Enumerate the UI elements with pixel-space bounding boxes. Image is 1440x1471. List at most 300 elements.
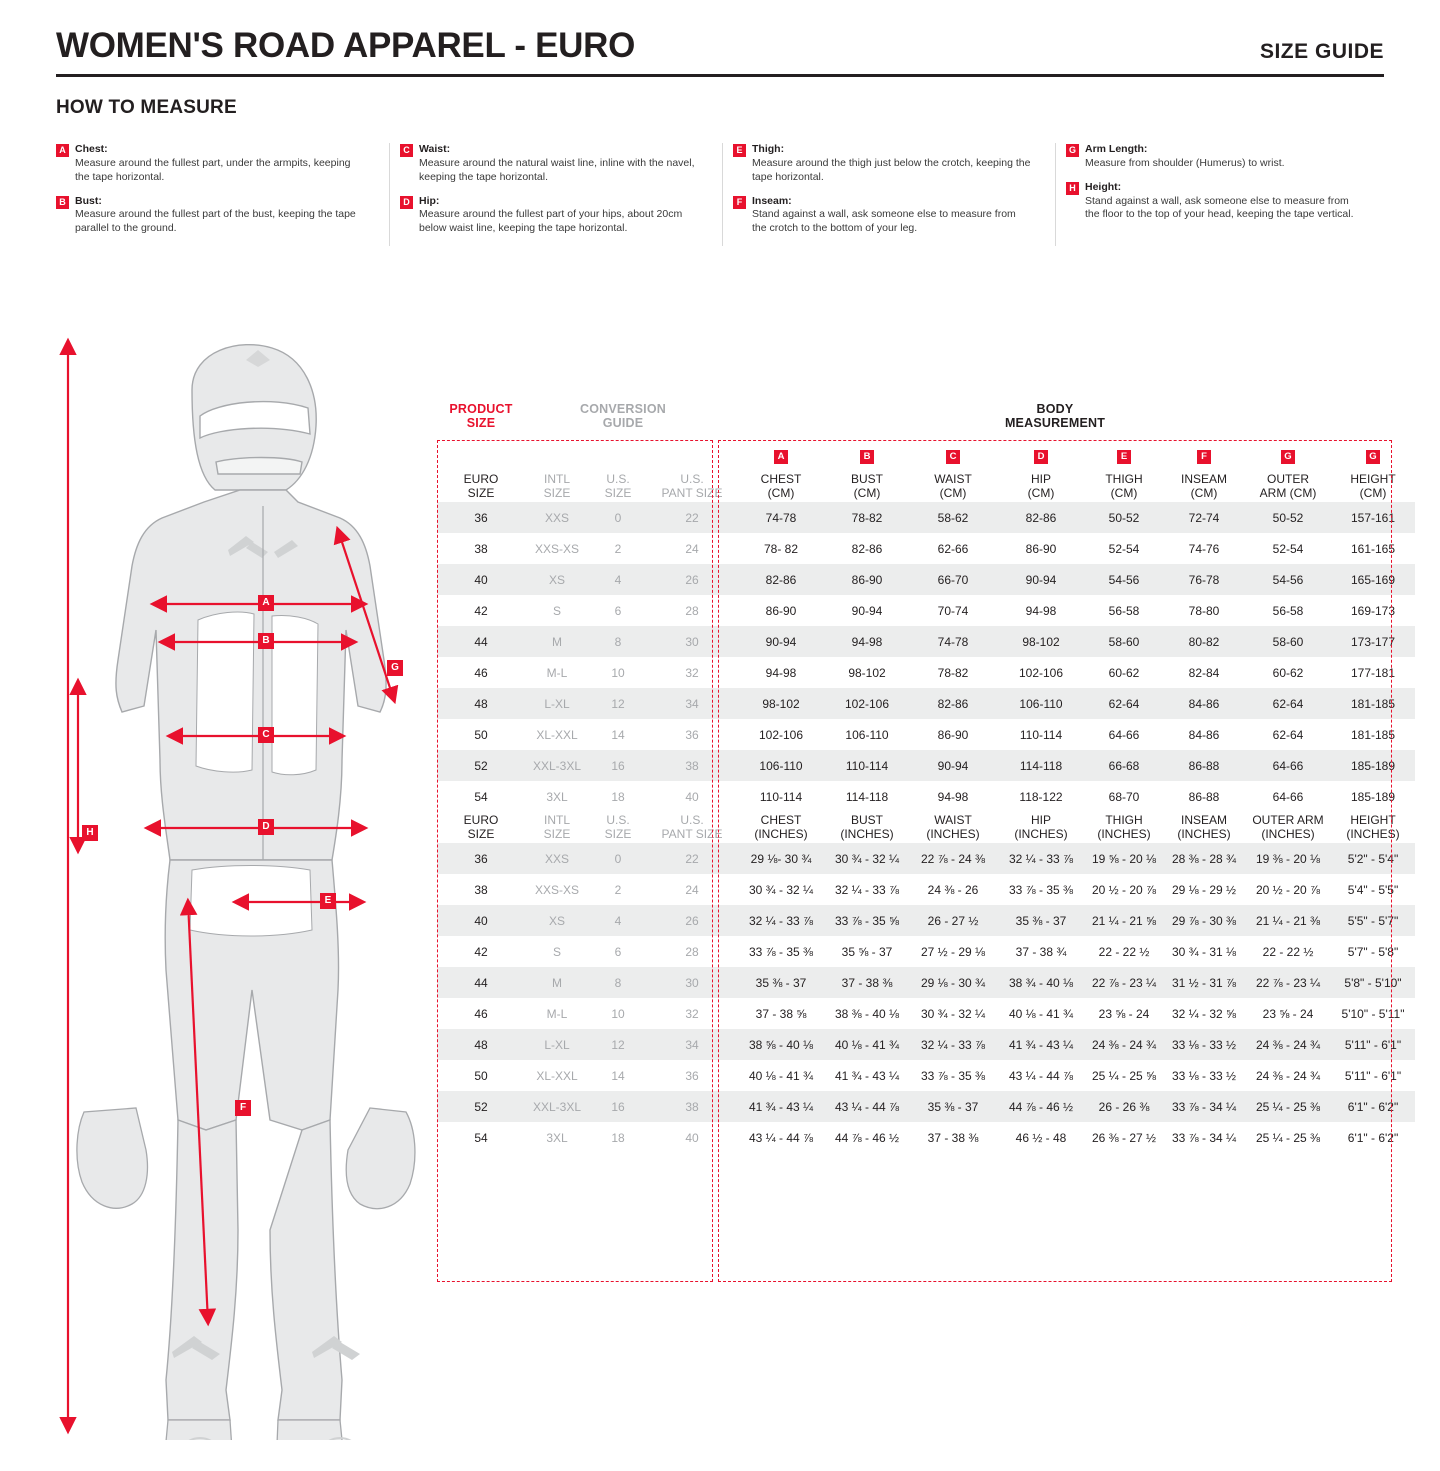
table-cell: 102-106 <box>1018 665 1064 680</box>
size-table-section <box>437 396 1405 1153</box>
table-cell: 98-102 <box>737 688 825 719</box>
table-cell: 22 - 22 ½ <box>1098 944 1150 959</box>
table-cell: 110-114 <box>825 750 909 781</box>
table-cell: 3XL <box>546 789 568 804</box>
cell-euro-size: 42 <box>474 944 488 959</box>
how-to-item-text: Measure from shoulder (Humerus) to wrist. <box>1085 156 1285 169</box>
how-to-item-title: Chest: <box>75 143 108 155</box>
table-cell: 38 ⅝ - 40 ⅛ <box>737 1029 825 1060</box>
column-header: U.S. SIZE <box>604 472 632 500</box>
column-header: INTL SIZE <box>543 472 571 500</box>
table-cell: 29 ⅛- 30 ¾ <box>737 843 825 874</box>
table-cell: 32 ¼ - 33 ⅞ <box>909 1029 997 1060</box>
column-header: INSEAM (CM) <box>1180 472 1227 500</box>
figure-marker-c: C <box>258 727 274 743</box>
table-cell: 23 ⅝ - 24 <box>1262 1006 1314 1021</box>
cell-euro-size: 40 <box>437 905 525 936</box>
table-cell: 2 <box>614 541 622 556</box>
table-cell: 32 <box>685 1006 699 1021</box>
how-to-item-title: Height: <box>1085 180 1122 193</box>
table-header-inches <box>437 812 1415 843</box>
how-to-item-text: Stand against a wall, ask someone else to measure from the crotch to the bottom of your leg. <box>752 208 1016 235</box>
how-to-item-title: Arm Length: <box>1085 143 1148 155</box>
col-letter-a: A <box>737 440 825 471</box>
cell-euro-size: 48 <box>437 688 525 719</box>
table-body-cm <box>437 502 1415 812</box>
header-row <box>56 26 1384 77</box>
table-cell: 33 ⅛ - 33 ½ <box>1171 1068 1237 1083</box>
how-to-item-text: Measure around the fullest part, under the armpits, keeping the tape horizontal. <box>75 156 351 183</box>
table-cell: 70-74 <box>937 603 969 618</box>
letter-badge-b: B <box>56 196 69 209</box>
table-cell: 14 <box>611 727 625 742</box>
table-cell: 22 ⅞ - 23 ¼ <box>1245 967 1331 998</box>
table-cell: 185-189 <box>1350 789 1396 804</box>
column-header: BUST (CM) <box>850 472 883 500</box>
letter-badge-h: H <box>1066 182 1079 195</box>
cell-euro-size: 50 <box>474 1068 488 1083</box>
table-cell: 38 ¾ - 40 ⅛ <box>997 967 1085 998</box>
table-cell: 0 <box>589 843 647 874</box>
figure-marker-b: B <box>258 633 274 649</box>
table-cell: 165-169 <box>1331 564 1415 595</box>
table-cell: 60-62 <box>1108 665 1140 680</box>
table-cell: 24 ⅜ - 24 ¾ <box>1085 1029 1163 1060</box>
table-cell: 38 <box>647 1091 737 1122</box>
table-cell: 82-84 <box>1188 665 1220 680</box>
table-cell: 36 <box>685 1068 699 1083</box>
how-to-item-text: Measure around the fullest part of your hips, about 20cm below waist line, keeping the tape horizontal. <box>419 208 683 235</box>
table-cell: 12 <box>589 1029 647 1060</box>
col-letter-c: C <box>909 440 997 471</box>
how-to-item-text: Measure around the thigh just below the crotch, keeping the tape horizontal. <box>752 156 1031 183</box>
table-cell: 114-118 <box>997 750 1085 781</box>
table-cell: 169-173 <box>1350 603 1396 618</box>
table-body-inches <box>437 843 1415 1153</box>
table-cell: 37 - 38 ⅜ <box>927 1130 979 1145</box>
table-cell: 33 ⅞ - 35 ⅜ <box>920 1068 986 1083</box>
table-cell: 50-52 <box>1245 502 1331 533</box>
table-cell: 64-66 <box>1108 727 1140 742</box>
cell-euro-size: 52 <box>437 750 525 781</box>
table-cell: 3XL <box>546 1130 568 1145</box>
table-cell: 33 ⅞ - 35 ⅜ <box>1008 882 1074 897</box>
table-cell: 41 ¾ - 43 ¼ <box>997 1029 1085 1060</box>
letter-badge-d: D <box>400 196 413 209</box>
cell-euro-size: 38 <box>474 541 488 556</box>
table-row <box>437 843 1415 874</box>
column-header: WAIST (INCHES) <box>926 813 980 841</box>
table-cell: 41 ¾ - 43 ¼ <box>737 1091 825 1122</box>
table-cell: 26 ⅜ - 27 ½ <box>1091 1130 1157 1145</box>
table-cell: 16 <box>589 1091 647 1122</box>
table-cell: 28 ⅜ - 28 ¾ <box>1163 843 1245 874</box>
how-to-item-title: Hip: <box>419 194 440 207</box>
table-cell: 78-82 <box>937 665 969 680</box>
table-row <box>437 874 1415 905</box>
table-cell: 68-70 <box>1108 789 1140 804</box>
table-row <box>437 750 1415 781</box>
table-cell: 6 <box>614 944 622 959</box>
table-cell: 161-165 <box>1350 541 1396 556</box>
table-cell: 19 ⅝ - 20 ⅛ <box>1085 843 1163 874</box>
how-to-item-text: Measure around the fullest part of the bust, keeping the tape parallel to the ground. <box>75 208 356 235</box>
table-cell: 76-78 <box>1163 564 1245 595</box>
table-cell: 26 <box>647 905 737 936</box>
table-cell: 21 ¼ - 21 ⅜ <box>1245 905 1331 936</box>
table-cell: 29 ⅛ - 30 ¾ <box>909 967 997 998</box>
column-header: U.S. PANT SIZE <box>661 472 723 500</box>
table-cell: 78-80 <box>1188 603 1220 618</box>
table-cell: 4 <box>589 564 647 595</box>
table-cell: 24 <box>685 541 699 556</box>
table-cell: 35 ⅜ - 37 <box>909 1091 997 1122</box>
cell-euro-size: 46 <box>474 665 488 680</box>
letter-badge-row <box>437 440 1415 471</box>
table-cell: 106-110 <box>737 750 825 781</box>
table-row <box>437 998 1415 1029</box>
table-cell: 157-161 <box>1331 502 1415 533</box>
table-cell: XS <box>525 564 589 595</box>
page-header <box>56 26 1384 119</box>
table-cell: 16 <box>589 750 647 781</box>
table-cell: 181-185 <box>1350 727 1396 742</box>
table-cell: 20 ½ - 20 ⅞ <box>1091 882 1157 897</box>
table-cell: XXS-XS <box>534 541 579 556</box>
table-cell: 34 <box>647 688 737 719</box>
table-cell: 30 <box>647 967 737 998</box>
table-row <box>437 781 1415 812</box>
table-cell: 25 ¼ - 25 ⅝ <box>1091 1068 1157 1083</box>
table-cell: 5'5" - 5'7" <box>1331 905 1415 936</box>
figure-marker-f: F <box>235 1100 251 1116</box>
letter-badge-e: E <box>733 144 746 157</box>
cell-euro-size: 36 <box>437 843 525 874</box>
table-cell: 46 ½ - 48 <box>1015 1130 1067 1145</box>
table-cell: 24 ⅜ - 24 ¾ <box>1255 1068 1321 1083</box>
table-cell: 90-94 <box>851 603 883 618</box>
table-cell: 40 ⅛ - 41 ¾ <box>1008 1006 1074 1021</box>
figure-marker-h: H <box>82 825 98 841</box>
table-cell: M-L <box>546 1006 568 1021</box>
table-cell: 41 ¾ - 43 ¼ <box>834 1068 900 1083</box>
table-cell: M-L <box>546 665 568 680</box>
measurement-figure <box>40 330 440 1440</box>
cell-euro-size: 36 <box>437 502 525 533</box>
column-header: HIP (INCHES) <box>1014 813 1068 841</box>
table-cell: 37 - 38 ⅜ <box>825 967 909 998</box>
table-cell: 82-86 <box>851 541 883 556</box>
table-row <box>437 533 1415 564</box>
column-header: U.S. PANT SIZE <box>661 813 723 841</box>
table-cell: 35 ⅜ - 37 <box>997 905 1085 936</box>
table-cell: 40 ⅛ - 41 ¾ <box>825 1029 909 1060</box>
table-row <box>437 564 1415 595</box>
table-cell: XXL-3XL <box>525 1091 589 1122</box>
table-cell: 110-114 <box>759 789 803 804</box>
how-to-column-2 <box>389 143 722 246</box>
column-header: CHEST (CM) <box>760 472 802 500</box>
table-cell: S <box>552 603 561 618</box>
size-guide-label: SIZE GUIDE <box>1259 40 1384 63</box>
how-to-column-1 <box>56 143 389 246</box>
table-cell: 6'1" - 6'2" <box>1347 1130 1399 1145</box>
table-cell: 30 <box>647 626 737 657</box>
cell-euro-size: 54 <box>474 789 488 804</box>
how-to-measure-title: HOW TO MEASURE <box>56 97 237 118</box>
table-cell: XL-XXL <box>536 727 578 742</box>
rider-illustration <box>40 330 440 1440</box>
table-cell: XXS <box>525 502 589 533</box>
table-cell: 24 ⅜ - 24 ¾ <box>1245 1029 1331 1060</box>
table-cell: 84-86 <box>1188 727 1220 742</box>
table-cell: 40 <box>685 789 699 804</box>
table-row <box>437 502 1415 533</box>
table-cell: 56-58 <box>1108 603 1140 618</box>
table-cell: 18 <box>611 789 625 804</box>
column-header: HIP (CM) <box>1027 472 1055 500</box>
how-to-item <box>56 195 367 237</box>
table-cell: 25 ¼ - 25 ⅜ <box>1255 1130 1321 1145</box>
table-cell: 86-88 <box>1163 750 1245 781</box>
table-cell: 82-86 <box>997 502 1085 533</box>
column-header: U.S. SIZE <box>604 813 632 841</box>
how-to-item <box>400 195 700 237</box>
table-cell: 28 <box>685 944 699 959</box>
how-to-measure-section <box>56 143 1388 246</box>
table-cell: 32 ¼ - 33 ⅞ <box>737 905 825 936</box>
table-cell: 62-64 <box>1085 688 1163 719</box>
cell-euro-size: 42 <box>474 603 488 618</box>
figure-marker-d: D <box>258 819 274 835</box>
table-cell: 102-106 <box>825 688 909 719</box>
table-cell: 10 <box>611 665 625 680</box>
column-header: THIGH (INCHES) <box>1097 813 1151 841</box>
table-cell: 94-98 <box>825 626 909 657</box>
table-cell: 36 <box>685 727 699 742</box>
table-cell: M <box>525 967 589 998</box>
how-to-column-3 <box>722 143 1055 246</box>
table-cell: L-XL <box>525 1029 589 1060</box>
table-cell: 5'8" - 5'10" <box>1331 967 1415 998</box>
table-cell: XXL-3XL <box>525 750 589 781</box>
table-cell: 74-78 <box>737 502 825 533</box>
how-to-item-title: Bust: <box>75 194 102 207</box>
column-header: HEIGHT (INCHES) <box>1346 813 1400 841</box>
table-cell: 181-185 <box>1331 688 1415 719</box>
table-cell: XXS-XS <box>534 882 579 897</box>
table-cell: 37 - 38 ¾ <box>1015 944 1067 959</box>
table-cell: 24 <box>685 882 699 897</box>
table-cell: 5'2" - 5'4" <box>1331 843 1415 874</box>
table-cell: 5'11" - 6'1" <box>1344 1068 1402 1083</box>
table-cell: 44 ⅞ - 46 ½ <box>997 1091 1085 1122</box>
table-cell: 32 ¼ - 33 ⅞ <box>834 882 900 897</box>
how-to-item <box>1066 143 1366 171</box>
table-cell: 33 ⅞ - 34 ¼ <box>1163 1091 1245 1122</box>
table-cell: 86-88 <box>1188 789 1220 804</box>
table-cell: 54-56 <box>1245 564 1331 595</box>
table-cell: 66-68 <box>1085 750 1163 781</box>
table-cell: 10 <box>611 1006 625 1021</box>
cell-euro-size: 54 <box>474 1130 488 1145</box>
table-cell: XL-XXL <box>536 1068 578 1083</box>
table-cell: 50-52 <box>1085 502 1163 533</box>
how-to-item <box>733 143 1033 185</box>
table-cell: 58-62 <box>909 502 997 533</box>
column-header: CHEST (INCHES) <box>754 813 808 841</box>
table-cell: 32 <box>685 665 699 680</box>
col-letter-e: E <box>1085 440 1163 471</box>
group-product-size: PRODUCT SIZE <box>449 402 513 431</box>
table-cell: M <box>525 626 589 657</box>
col-letter-b: B <box>825 440 909 471</box>
table-cell: 30 ¾ - 31 ⅛ <box>1171 944 1237 959</box>
table-cell: 33 ⅞ - 35 ⅜ <box>748 944 814 959</box>
table-cell: 62-66 <box>937 541 969 556</box>
table-cell: 62-64 <box>1272 727 1304 742</box>
table-cell: 94-98 <box>937 789 969 804</box>
column-header: THIGH (CM) <box>1105 472 1143 500</box>
cell-euro-size: 48 <box>437 1029 525 1060</box>
table-cell: 22 ⅞ - 23 ¼ <box>1085 967 1163 998</box>
col-letter-g2: G <box>1331 440 1415 471</box>
table-cell: 118-122 <box>1019 789 1063 804</box>
table-cell: 24 ⅜ - 26 <box>927 882 979 897</box>
how-to-item <box>400 143 700 185</box>
column-header: OUTER ARM (INCHES) <box>1252 813 1324 841</box>
table-cell: 8 <box>589 626 647 657</box>
table-cell: 43 ¼ - 44 ⅞ <box>748 1130 814 1145</box>
table-cell: 52-54 <box>1272 541 1304 556</box>
table-cell: 58-60 <box>1245 626 1331 657</box>
table-row <box>437 719 1415 750</box>
table-row <box>437 595 1415 626</box>
col-letter-g1: G <box>1245 440 1331 471</box>
how-to-item-title: Inseam: <box>752 194 792 207</box>
table-cell: 14 <box>611 1068 625 1083</box>
table-cell: 185-189 <box>1331 750 1415 781</box>
cell-euro-size: 50 <box>474 727 488 742</box>
table-cell: 33 ⅞ - 35 ⅝ <box>825 905 909 936</box>
table-cell: 2 <box>614 882 622 897</box>
table-cell: 28 <box>685 603 699 618</box>
table-cell: 56-58 <box>1272 603 1304 618</box>
group-body-measurement: BODY MEASUREMENT <box>1004 402 1106 431</box>
table-cell: 66-70 <box>909 564 997 595</box>
table-cell: 22 ⅞ - 24 ⅜ <box>909 843 997 874</box>
table-cell: 38 <box>647 750 737 781</box>
table-cell: 31 ½ - 31 ⅞ <box>1163 967 1245 998</box>
table-cell: 0 <box>589 502 647 533</box>
table-cell: 43 ¼ - 44 ⅞ <box>1008 1068 1074 1083</box>
table-row <box>437 1029 1415 1060</box>
table-cell: 25 ¼ - 25 ⅜ <box>1245 1091 1331 1122</box>
table-cell: 98-102 <box>997 626 1085 657</box>
table-cell: 86-90 <box>825 564 909 595</box>
table-cell: 38 ⅜ - 40 ⅛ <box>834 1006 900 1021</box>
table-cell: 106-110 <box>845 727 889 742</box>
table-cell: 35 ⅝ - 37 <box>841 944 893 959</box>
table-cell: 29 ⅛ - 29 ½ <box>1171 882 1237 897</box>
column-header: BUST (INCHES) <box>840 813 894 841</box>
table-cell: 86-90 <box>937 727 969 742</box>
table-cell: 173-177 <box>1331 626 1415 657</box>
letter-badge-a: A <box>56 144 69 157</box>
figure-marker-e: E <box>320 893 336 909</box>
group-conversion-guide: CONVERSION GUIDE <box>579 402 667 431</box>
table-header-cm <box>437 471 1415 502</box>
table-cell: 8 <box>589 967 647 998</box>
table-cell: 30 ¾ - 32 ¼ <box>920 1006 986 1021</box>
table-cell: 29 ⅞ - 30 ⅜ <box>1163 905 1245 936</box>
column-header: OUTER ARM (CM) <box>1259 472 1317 500</box>
cell-euro-size: 40 <box>437 564 525 595</box>
table-cell: 26 - 26 ⅜ <box>1085 1091 1163 1122</box>
letter-badge-g: G <box>1066 144 1079 157</box>
table-cell: 74-78 <box>909 626 997 657</box>
table-row <box>437 1122 1415 1153</box>
table-cell: 82-86 <box>737 564 825 595</box>
table-cell: 90-94 <box>997 564 1085 595</box>
table-cell: 62-64 <box>1245 688 1331 719</box>
table-cell: 94-98 <box>765 665 797 680</box>
column-header: EURO SIZE <box>463 813 499 841</box>
table-cell: XXS <box>525 843 589 874</box>
table-cell: 6 <box>614 603 622 618</box>
letter-badge-c: C <box>400 144 413 157</box>
how-to-column-4 <box>1055 143 1388 246</box>
table-row <box>437 688 1415 719</box>
table-cell: 90-94 <box>909 750 997 781</box>
col-letter-f: F <box>1163 440 1245 471</box>
how-to-item <box>56 143 367 185</box>
table-cell: 40 <box>685 1130 699 1145</box>
column-header: INSEAM (INCHES) <box>1177 813 1231 841</box>
cell-euro-size: 38 <box>474 882 488 897</box>
table-cell: S <box>552 944 561 959</box>
table-cell: 44 ⅞ - 46 ½ <box>834 1130 900 1145</box>
table-cell: 74-76 <box>1188 541 1220 556</box>
table-cell: 20 ½ - 20 ⅞ <box>1255 882 1321 897</box>
table-cell: 22 <box>647 502 737 533</box>
table-cell: 5'7" - 5'8" <box>1347 944 1399 959</box>
cell-euro-size: 46 <box>474 1006 488 1021</box>
table-cell: 30 ¾ - 32 ¼ <box>825 843 909 874</box>
table-row <box>437 967 1415 998</box>
column-header: INTL SIZE <box>543 813 571 841</box>
table-cell: 80-82 <box>1163 626 1245 657</box>
column-header: WAIST (CM) <box>934 472 972 500</box>
table-row <box>437 657 1415 688</box>
table-cell: 22 <box>647 843 737 874</box>
table-cell: 110-114 <box>1019 727 1063 742</box>
table-cell: 26 - 27 ½ <box>909 905 997 936</box>
column-header: HEIGHT (CM) <box>1350 472 1396 500</box>
table-cell: 35 ⅜ - 37 <box>737 967 825 998</box>
how-to-item-text: Measure around the natural waist line, inline with the navel, keeping the tape horizontal. <box>419 156 695 183</box>
table-cell: 177-181 <box>1350 665 1396 680</box>
column-header: EURO SIZE <box>463 472 499 500</box>
table-cell: 22 - 22 ½ <box>1262 944 1314 959</box>
table-cell: 33 ⅛ - 33 ½ <box>1163 1029 1245 1060</box>
table-row <box>437 626 1415 657</box>
table-cell: 23 ⅝ - 24 <box>1098 1006 1150 1021</box>
how-to-item-title: Waist: <box>419 143 451 155</box>
table-cell: 37 - 38 ⅝ <box>755 1006 807 1021</box>
col-letter-d: D <box>997 440 1085 471</box>
table-cell: L-XL <box>525 688 589 719</box>
